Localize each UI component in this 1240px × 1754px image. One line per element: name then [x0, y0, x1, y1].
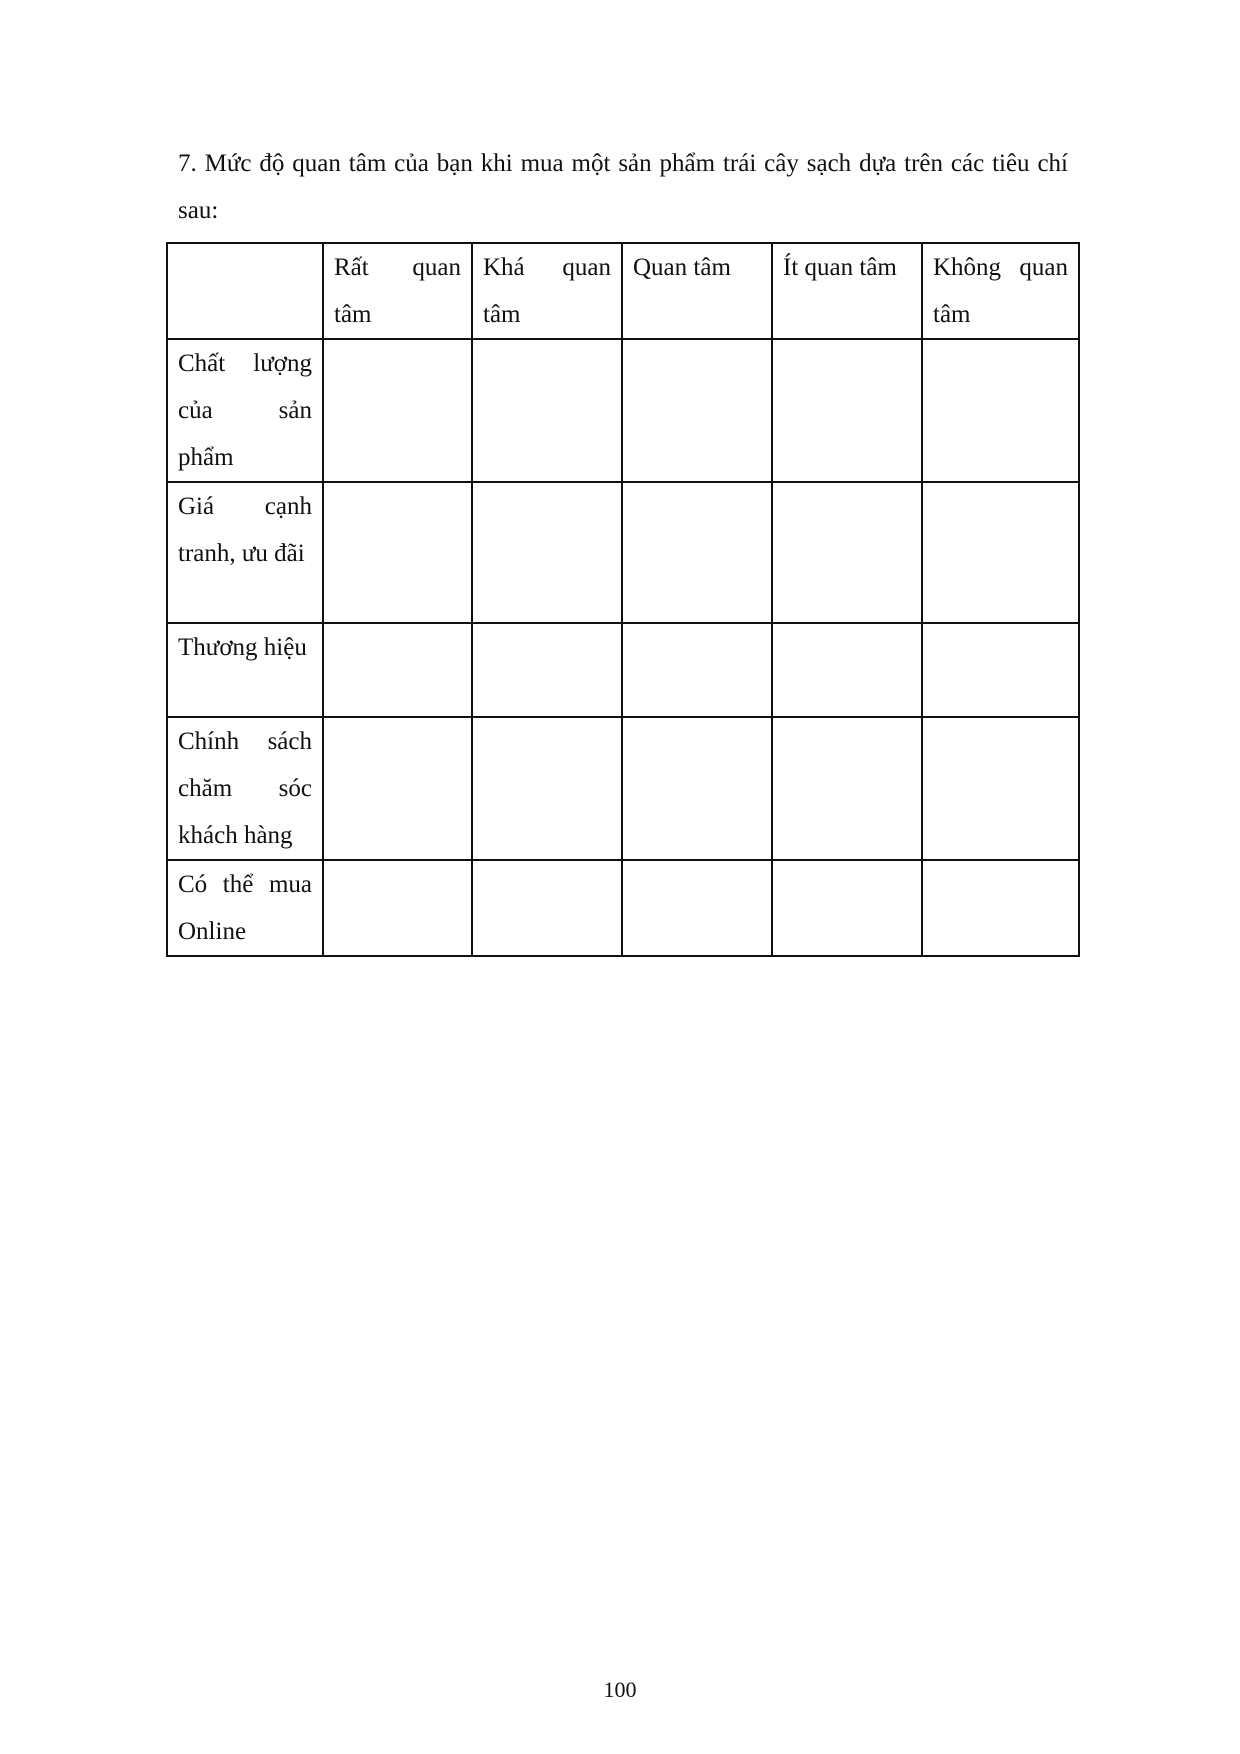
rating-cell[interactable] — [472, 339, 622, 482]
rating-cell[interactable] — [323, 717, 472, 860]
table-row — [167, 623, 1079, 717]
rating-cell[interactable] — [772, 339, 922, 482]
rating-cell[interactable] — [472, 860, 622, 956]
rating-cell[interactable] — [622, 339, 772, 482]
column-header: Rất quan tâm — [323, 243, 472, 339]
column-header: Khá quan tâm — [472, 243, 622, 339]
row-criterion: Thương hiệu — [167, 623, 323, 717]
rating-cell[interactable] — [622, 482, 772, 623]
column-header: Ít quan tâm — [772, 243, 922, 339]
rating-cell[interactable] — [922, 339, 1079, 482]
row-criterion: Giá cạnh tranh, ưu đãi — [167, 482, 323, 623]
rating-cell[interactable] — [922, 623, 1079, 717]
corner-cell — [167, 243, 323, 339]
row-criterion: Có thể mua Online — [167, 860, 323, 956]
rating-cell[interactable] — [622, 860, 772, 956]
survey-table — [166, 242, 1080, 957]
column-header: Không quan tâm — [922, 243, 1079, 339]
rating-cell[interactable] — [472, 717, 622, 860]
rating-cell[interactable] — [323, 860, 472, 956]
rating-cell[interactable] — [472, 482, 622, 623]
rating-cell[interactable] — [772, 623, 922, 717]
rating-cell[interactable] — [922, 717, 1079, 860]
table-row — [167, 717, 1079, 860]
rating-cell[interactable] — [772, 860, 922, 956]
column-header: Quan tâm — [622, 243, 772, 339]
rating-cell[interactable] — [772, 717, 922, 860]
rating-cell[interactable] — [323, 482, 472, 623]
rating-cell[interactable] — [472, 623, 622, 717]
question-text: 7. Mức độ quan tâm của bạn khi mua một sản phẩm trái cây sạch dựa trên các tiêu chí sau: — [178, 150, 1068, 224]
table-row — [167, 482, 1079, 623]
row-criterion: Chính sách chăm sóc khách hàng — [167, 717, 323, 860]
rating-cell[interactable] — [922, 860, 1079, 956]
table-header-row — [167, 243, 1079, 339]
page-number: 100 — [603, 1677, 637, 1702]
rating-cell[interactable] — [622, 717, 772, 860]
rating-cell[interactable] — [922, 482, 1079, 623]
table-row — [167, 339, 1079, 482]
rating-cell[interactable] — [323, 623, 472, 717]
row-criterion: Chất lượng của sản phẩm — [167, 339, 323, 482]
rating-cell[interactable] — [772, 482, 922, 623]
rating-cell[interactable] — [622, 623, 772, 717]
rating-cell[interactable] — [323, 339, 472, 482]
table-row — [167, 860, 1079, 956]
